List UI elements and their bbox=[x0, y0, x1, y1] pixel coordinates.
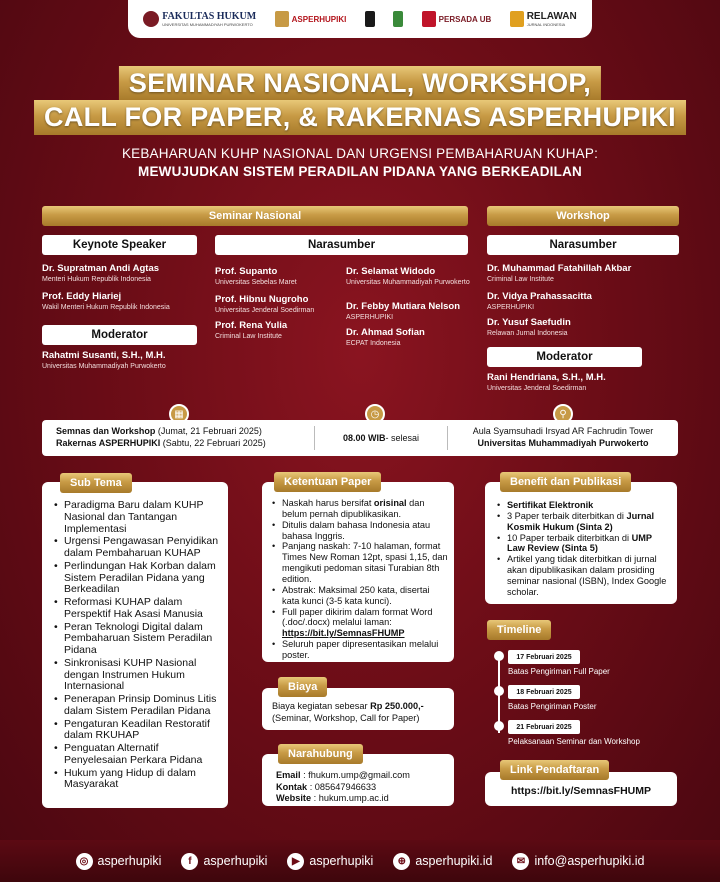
narasumber-4 bbox=[346, 267, 471, 287]
biaya-amount: Rp 250.000,- bbox=[370, 701, 424, 711]
narasumber-label: Narasumber bbox=[215, 235, 468, 255]
workshop-narasumber-3 bbox=[487, 318, 687, 338]
clock-icon: ◷ bbox=[365, 404, 385, 424]
speaker-name: Dr. Supratman Andi Agtas bbox=[42, 263, 160, 274]
speaker-affiliation: Wakil Menteri Hukum Republik Indonesia bbox=[42, 303, 170, 311]
footer-text: asperhupiki bbox=[309, 854, 374, 868]
subtema-item: • Urgensi Pengawasan Penyidikan dalam Pembaharuan KUHAP bbox=[52, 536, 222, 560]
workshop-header: Workshop bbox=[487, 206, 679, 226]
website-value[interactable]: : hukum.ump.ac.id bbox=[311, 793, 389, 803]
time-start: 08.00 WIB bbox=[342, 433, 386, 443]
moderator-label: Moderator bbox=[42, 325, 197, 345]
benefit-bold: Jurnal Kosmik Hukum (Sinta 2) bbox=[507, 510, 655, 532]
timeline-date-1: 17 Februari 2025 bbox=[508, 650, 580, 664]
benefit-item-2 bbox=[495, 511, 671, 533]
timeline-dot bbox=[494, 651, 504, 661]
speaker-name: Prof. Hibnu Nugroho bbox=[215, 294, 309, 305]
website-label: Website bbox=[276, 793, 312, 803]
ketentuan-list bbox=[262, 482, 454, 661]
email-label: Email bbox=[276, 770, 301, 780]
main-title-line1: SEMINAR NASIONAL, WORKSHOP, bbox=[119, 66, 601, 101]
keynote-label: Keynote Speaker bbox=[42, 235, 197, 255]
event-time bbox=[314, 426, 448, 450]
benefit-item-1 bbox=[495, 500, 671, 511]
timeline-date-3: 21 Februari 2025 bbox=[508, 720, 580, 734]
theme-line2: MEWUJUDKAN SISTEM PERADILAN PIDANA YANG BERKEADILAN bbox=[138, 164, 582, 179]
benefit-item-4 bbox=[495, 554, 671, 597]
benefit-card bbox=[485, 482, 677, 604]
footer-website[interactable] bbox=[393, 853, 492, 870]
speaker-name: Prof. Supanto bbox=[215, 266, 278, 277]
event-venue bbox=[448, 426, 678, 449]
ketentuan-item-1 bbox=[270, 498, 448, 520]
ketentuan-item-6 bbox=[270, 639, 448, 661]
speaker-name: Dr. Ahmad Sofian bbox=[346, 327, 425, 338]
benefit-item-3 bbox=[495, 533, 671, 555]
workshop-moderator-label: Moderator bbox=[487, 347, 642, 367]
benefit-text: 3 Paper terbaik diterbitkan di bbox=[507, 510, 627, 521]
subtema-item: • Sinkronisasi KUHP Nasional dengan Instrumen Hukum Internasional bbox=[52, 658, 222, 693]
kontak-label: Kontak bbox=[276, 781, 308, 792]
main-title-line2: CALL FOR PAPER, & RAKERNAS ASPERHUPIKI bbox=[34, 100, 686, 135]
speaker-name: Dr. Yusuf Saefudin bbox=[487, 317, 571, 328]
speaker-name: Prof. Eddy Hiariej bbox=[42, 291, 122, 302]
benefit-list bbox=[485, 482, 677, 598]
speaker-affiliation: Universitas Sebelas Maret bbox=[215, 278, 297, 286]
logo-green bbox=[393, 11, 403, 27]
ketentuan-bold: orisinal bbox=[373, 498, 407, 508]
moderator-affiliation: Universitas Muhammadiyah Purwokerto bbox=[42, 362, 166, 370]
moderator-affiliation: Universitas Jenderal Soedirman bbox=[487, 384, 587, 392]
logo-asperhupiki bbox=[275, 11, 347, 27]
footer-text: asperhupiki bbox=[203, 854, 268, 868]
asper-name: ASPERHUPIKI bbox=[291, 14, 347, 24]
seminar-header: Seminar Nasional bbox=[42, 206, 468, 226]
ketentuan-item-2 bbox=[270, 520, 448, 542]
ketentuan-text: Seluruh paper dipresentasikan melalui poster. bbox=[282, 639, 439, 661]
subtema-item: • Penerapan Prinsip Dominus Litis dalam Sistem Peradilan Pidana bbox=[52, 694, 222, 718]
event1-date: (Jumat, 21 Februari 2025) bbox=[157, 426, 262, 437]
time-end: - selesai bbox=[385, 433, 420, 443]
subtema-item: • Peran Teknologi Digital dalam Pembaharuan Sistem Peradilan Pidana bbox=[52, 622, 222, 657]
fh-sub: UNIVERSITAS MUHAMMADIYAH PURWOKERTO bbox=[162, 22, 253, 27]
benefit-text: 10 Paper terbaik diterbitkan di bbox=[507, 532, 632, 543]
timeline-date-2: 18 Februari 2025 bbox=[508, 685, 580, 699]
speaker-affiliation: ASPERHUPIKI bbox=[346, 313, 394, 321]
benefit-header: Benefit dan Publikasi bbox=[500, 472, 631, 492]
footer-text: info@asperhupiki.id bbox=[534, 854, 645, 868]
subtema-item: • Hukum yang Hidup di dalam Masyarakat bbox=[52, 768, 222, 792]
relawan-emblem-icon bbox=[510, 11, 524, 27]
speaker-name: Dr. Febby Mutiara Nelson bbox=[346, 301, 461, 312]
speaker-affiliation: Menteri Hukum Republik Indonesia bbox=[42, 275, 151, 283]
pendaftaran-link[interactable]: https://bit.ly/SemnasFHUMP bbox=[510, 785, 651, 797]
footer-instagram[interactable] bbox=[76, 853, 162, 870]
benefit-bold: UMP Law Review (Sinta 5) bbox=[507, 532, 652, 554]
asperhupiki-emblem-icon bbox=[275, 11, 289, 27]
ketentuan-text: Panjang naskah: 7-10 halaman, format Times New Roman 12pt, spasi 1,15, dan mengikuti pedoman sitasi Turabian 8th edition. bbox=[282, 541, 448, 585]
relawan-name: RELAWAN bbox=[526, 11, 577, 22]
subtema-list bbox=[42, 482, 228, 791]
footer-text: asperhupiki bbox=[97, 854, 162, 868]
pendaftaran-header: Link Pendaftaran bbox=[500, 760, 609, 780]
ketentuan-link[interactable]: https://bit.ly/SemnasFHUMP bbox=[282, 628, 405, 639]
timeline-dot bbox=[494, 721, 504, 731]
ketentuan-card bbox=[262, 482, 454, 662]
facebook-icon: f bbox=[181, 853, 198, 870]
ketentuan-text: Full paper dikirim dalam format Word (.doc/.docx) melalui laman: bbox=[282, 606, 433, 628]
venue-hall: Aula Syamsuhadi Irsyad AR Fachrudin Tower bbox=[472, 426, 654, 437]
ketentuan-header: Ketentuan Paper bbox=[274, 472, 381, 492]
theme-line1: KEBAHARUAN KUHP NASIONAL DAN URGENSI PEMBAHARUAN KUHAP: bbox=[121, 146, 599, 161]
mail-icon: ✉ bbox=[512, 853, 529, 870]
logo-relawan bbox=[510, 11, 577, 27]
relawan-sub: JURNAL INDONESIA bbox=[526, 22, 566, 27]
ketentuan-text: Abstrak: Maksimal 250 kata, disertai kata kunci (3-5 kata kunci). bbox=[282, 584, 430, 606]
event2-name: Rakernas ASPERHUPIKI bbox=[56, 438, 161, 448]
keynote-speaker-2 bbox=[42, 292, 212, 312]
biaya-post: (Seminar, Workshop, Call for Paper) bbox=[272, 712, 420, 723]
timeline-label-2: Batas Pengiriman Poster bbox=[508, 702, 597, 711]
subtema-card bbox=[42, 482, 228, 808]
event2-date: (Sabtu, 22 Februari 2025) bbox=[162, 438, 266, 448]
moderator-name: Rahatmi Susanti, S.H., M.H. bbox=[42, 350, 166, 361]
narasumber-5 bbox=[346, 302, 471, 322]
workshop-narasumber-2 bbox=[487, 292, 687, 312]
ketentuan-text: Naskah harus bersifat bbox=[282, 498, 374, 508]
subtema-item: • Paradigma Baru dalam KUHP Nasional dan Tantangan Implementasi bbox=[52, 500, 222, 535]
speaker-name: Dr. Muhammad Fatahillah Akbar bbox=[487, 263, 632, 274]
event1-name: Semnas dan Workshop bbox=[56, 426, 156, 437]
biaya-header: Biaya bbox=[278, 677, 327, 697]
workshop-moderator bbox=[487, 373, 687, 393]
timeline-label-3: Pelaksanaan Seminar dan Workshop bbox=[508, 737, 640, 746]
workshop-narasumber-1 bbox=[487, 264, 687, 284]
kontak-value[interactable]: : 085647946633 bbox=[307, 781, 377, 792]
event-dates bbox=[42, 426, 314, 449]
subtema-item: • Perlindungan Hak Korban dalam Sistem Peradilan Pidana yang Berkeadilan bbox=[52, 561, 222, 596]
speaker-name: Dr. Vidya Prahassacitta bbox=[487, 291, 592, 302]
speaker-affiliation: Universitas Muhammadiyah Purwokerto bbox=[346, 278, 470, 286]
ump-seal-icon bbox=[143, 11, 159, 27]
email-value[interactable]: : fhukum.ump@gmail.com bbox=[300, 770, 410, 780]
ketentuan-text: Ditulis dalam bahasa Indonesia atau bahasa Inggris. bbox=[282, 519, 431, 541]
speaker-affiliation: Criminal Law Institute bbox=[487, 275, 554, 283]
speaker-name: Dr. Selamat Widodo bbox=[346, 266, 436, 277]
footer-email[interactable] bbox=[512, 853, 644, 870]
footer-youtube[interactable] bbox=[287, 853, 373, 870]
logo-cli bbox=[365, 11, 375, 27]
narasumber-3 bbox=[215, 321, 340, 341]
narasumber-2 bbox=[215, 295, 340, 315]
persada-emblem-icon bbox=[422, 11, 436, 27]
subtema-item: • Penguatan Alternatif Penyelesaian Perkara Pidana bbox=[52, 743, 222, 767]
timeline-label-1: Batas Pengiriman Full Paper bbox=[508, 667, 610, 676]
footer-text: asperhupiki.id bbox=[415, 854, 493, 868]
speaker-affiliation: Universitas Jenderal Soedirman bbox=[215, 306, 315, 314]
benefit-bold: Sertifikat Elektronik bbox=[507, 500, 594, 510]
speaker-affiliation: ASPERHUPIKI bbox=[487, 303, 535, 311]
location-icon: ⚲ bbox=[553, 404, 573, 424]
timeline-header: Timeline bbox=[487, 620, 551, 640]
biaya-pre: Biaya kegiatan sebesar bbox=[272, 701, 371, 711]
subtema-item: • Reformasi KUHAP dalam Perspektif Hak Asasi Manusia bbox=[52, 597, 222, 621]
speaker-name: Prof. Rena Yulia bbox=[215, 320, 288, 331]
leaf-icon bbox=[393, 11, 403, 27]
moderator-name: Rani Hendriana, S.H., M.H. bbox=[487, 372, 606, 383]
persada-name: PERSADA UB bbox=[438, 14, 492, 24]
speaker-affiliation: Criminal Law Institute bbox=[215, 332, 282, 340]
event-info-bar bbox=[42, 420, 678, 456]
ketentuan-text: dan belum pernah dipublikasikan. bbox=[282, 498, 425, 519]
ketentuan-item-3 bbox=[270, 541, 448, 584]
narasumber-6 bbox=[346, 328, 471, 348]
speaker-affiliation: Relawan Jurnal Indonesia bbox=[487, 329, 568, 337]
speaker-affiliation: ECPAT Indonesia bbox=[346, 339, 401, 347]
seminar-moderator bbox=[42, 351, 212, 371]
benefit-text: Artikel yang tidak diterbitkan di jurnal akan dipublikasikan dalam prosiding seminar nasional (ISBN), Index Google scholar. bbox=[507, 554, 667, 597]
timeline-dot bbox=[494, 686, 504, 696]
calendar-icon: ▦ bbox=[169, 404, 189, 424]
globe-icon: ⊕ bbox=[393, 853, 410, 870]
keynote-speaker-1 bbox=[42, 264, 212, 284]
subtema-header: Sub Tema bbox=[60, 473, 132, 493]
ketentuan-item-4 bbox=[270, 585, 448, 607]
subtema-item: • Pengaturan Keadilan Restoratif dalam RKUHAP bbox=[52, 719, 222, 743]
venue-university: Universitas Muhammadiyah Purwokerto bbox=[477, 438, 649, 448]
logo-bar bbox=[128, 0, 592, 38]
narahubung-header: Narahubung bbox=[278, 744, 363, 764]
narasumber-1 bbox=[215, 267, 340, 287]
ketentuan-item-5 bbox=[270, 607, 448, 640]
fh-name: FAKULTAS HUKUM bbox=[162, 11, 257, 22]
workshop-narasumber-label: Narasumber bbox=[487, 235, 679, 255]
cli-icon bbox=[365, 11, 375, 27]
footer-facebook[interactable] bbox=[181, 853, 267, 870]
logo-fakultas-hukum bbox=[143, 11, 256, 27]
footer-social-bar bbox=[0, 840, 720, 882]
youtube-icon: ▶ bbox=[287, 853, 304, 870]
logo-persada bbox=[422, 11, 492, 27]
instagram-icon: ◎ bbox=[76, 853, 93, 870]
